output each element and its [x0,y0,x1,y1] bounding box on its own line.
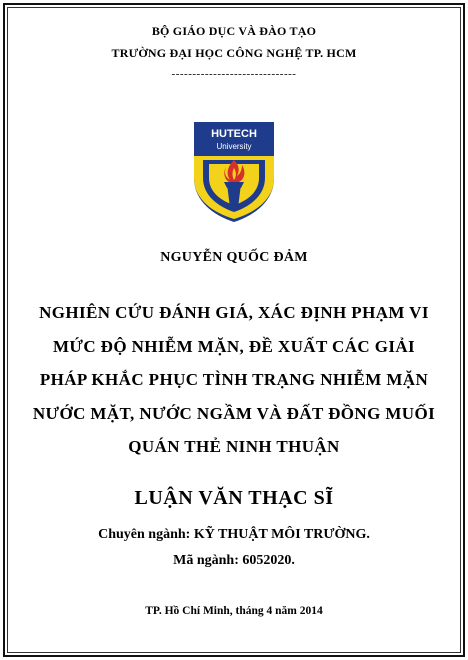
header-separator: ------------------------------ [171,68,297,80]
major: Chuyên ngành: KỸ THUẬT MÔI TRƯỜNG. [98,527,370,542]
title-line: PHÁP KHẮC PHỤC TÌNH TRẠNG NHIỄM MẶN [39,370,429,389]
title-line: QUÁN THẺ NINH THUẬN [128,437,340,456]
title-line: NGHIÊN CỨU ĐÁNH GIÁ, XÁC ĐỊNH PHẠM VI [39,303,429,322]
logo-text-sub: University [216,142,252,151]
hutech-logo [191,120,277,224]
author-name: NGUYỄN QUỐC ĐẢM [160,250,308,265]
ministry-name: BỘ GIÁO DỤC VÀ ĐÀO TẠO [151,24,317,38]
thesis-type: LUẬN VĂN THẠC SĨ [134,487,334,509]
major-code: Mã ngành: 6052020. [173,553,295,568]
logo-text-main: HUTECH [211,128,257,140]
university-name: TRƯỜNG ĐẠI HỌC CÔNG NGHỆ TP. HCM [111,46,357,60]
thesis-title [14,296,454,464]
title-line: MỨC ĐỘ NHIỄM MẶN, ĐỀ XUẤT CÁC GIẢI [52,336,416,356]
place-date: TP. Hồ Chí Minh, tháng 4 năm 2014 [145,605,323,617]
title-line: NƯỚC MẶT, NƯỚC NGẦM VÀ ĐẤT ĐỒNG MUỐI [32,403,436,423]
hutech-logo-icon [191,120,277,224]
